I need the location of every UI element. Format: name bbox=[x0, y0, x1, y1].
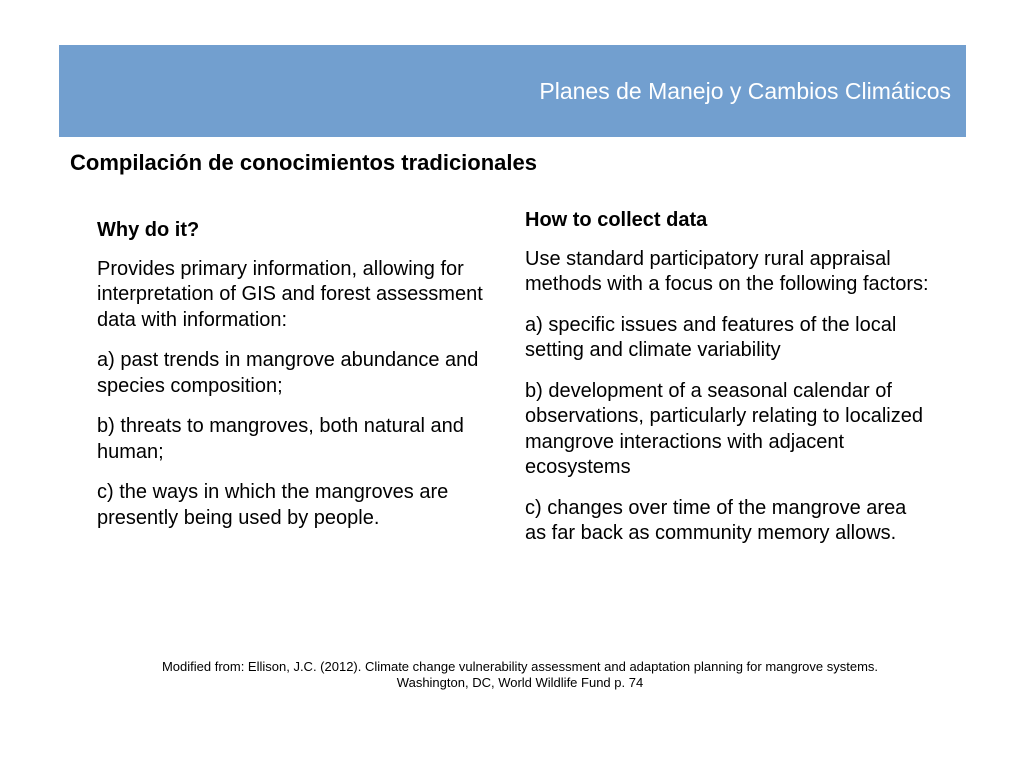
left-paragraph: a) past trends in mangrove abundance and species composition; bbox=[97, 349, 479, 397]
right-paragraph: c) changes over time of the mangrove area as far back as community memory allows. bbox=[525, 496, 907, 544]
header-band bbox=[59, 45, 966, 137]
right-paragraph: a) specific issues and features of the local setting and climate variability bbox=[525, 313, 897, 361]
left-column-heading: Why do it? bbox=[97, 219, 200, 241]
right-column bbox=[525, 208, 930, 562]
header-title: Planes de Manejo y Cambios Climáticos bbox=[539, 78, 951, 104]
left-column bbox=[97, 218, 492, 546]
right-paragraph: b) development of a seasonal calendar of observations, particularly relating to localized mangrove interactions with adjacent ecosystems bbox=[525, 379, 923, 478]
citation-footer bbox=[100, 659, 940, 691]
left-paragraph: c) the ways in which the mangroves are presently being used by people. bbox=[97, 481, 449, 529]
slide-title: Compilación de conocimientos tradicionales bbox=[70, 150, 537, 175]
citation-line-2: Washington, DC, World Wildlife Fund p. 74 bbox=[396, 675, 644, 690]
citation-line-1: Modified from: Ellison, J.C. (2012). Climate change vulnerability assessment and adaptation planning for mangrove systems. bbox=[161, 659, 879, 674]
right-paragraph: Use standard participatory rural appraisal methods with a focus on the following factors: bbox=[525, 247, 929, 295]
left-paragraph: Provides primary information, allowing for interpretation of GIS and forest assessment data with information: bbox=[97, 257, 483, 331]
right-column-heading: How to collect data bbox=[525, 209, 708, 231]
left-paragraph: b) threats to mangroves, both natural and human; bbox=[97, 415, 464, 463]
